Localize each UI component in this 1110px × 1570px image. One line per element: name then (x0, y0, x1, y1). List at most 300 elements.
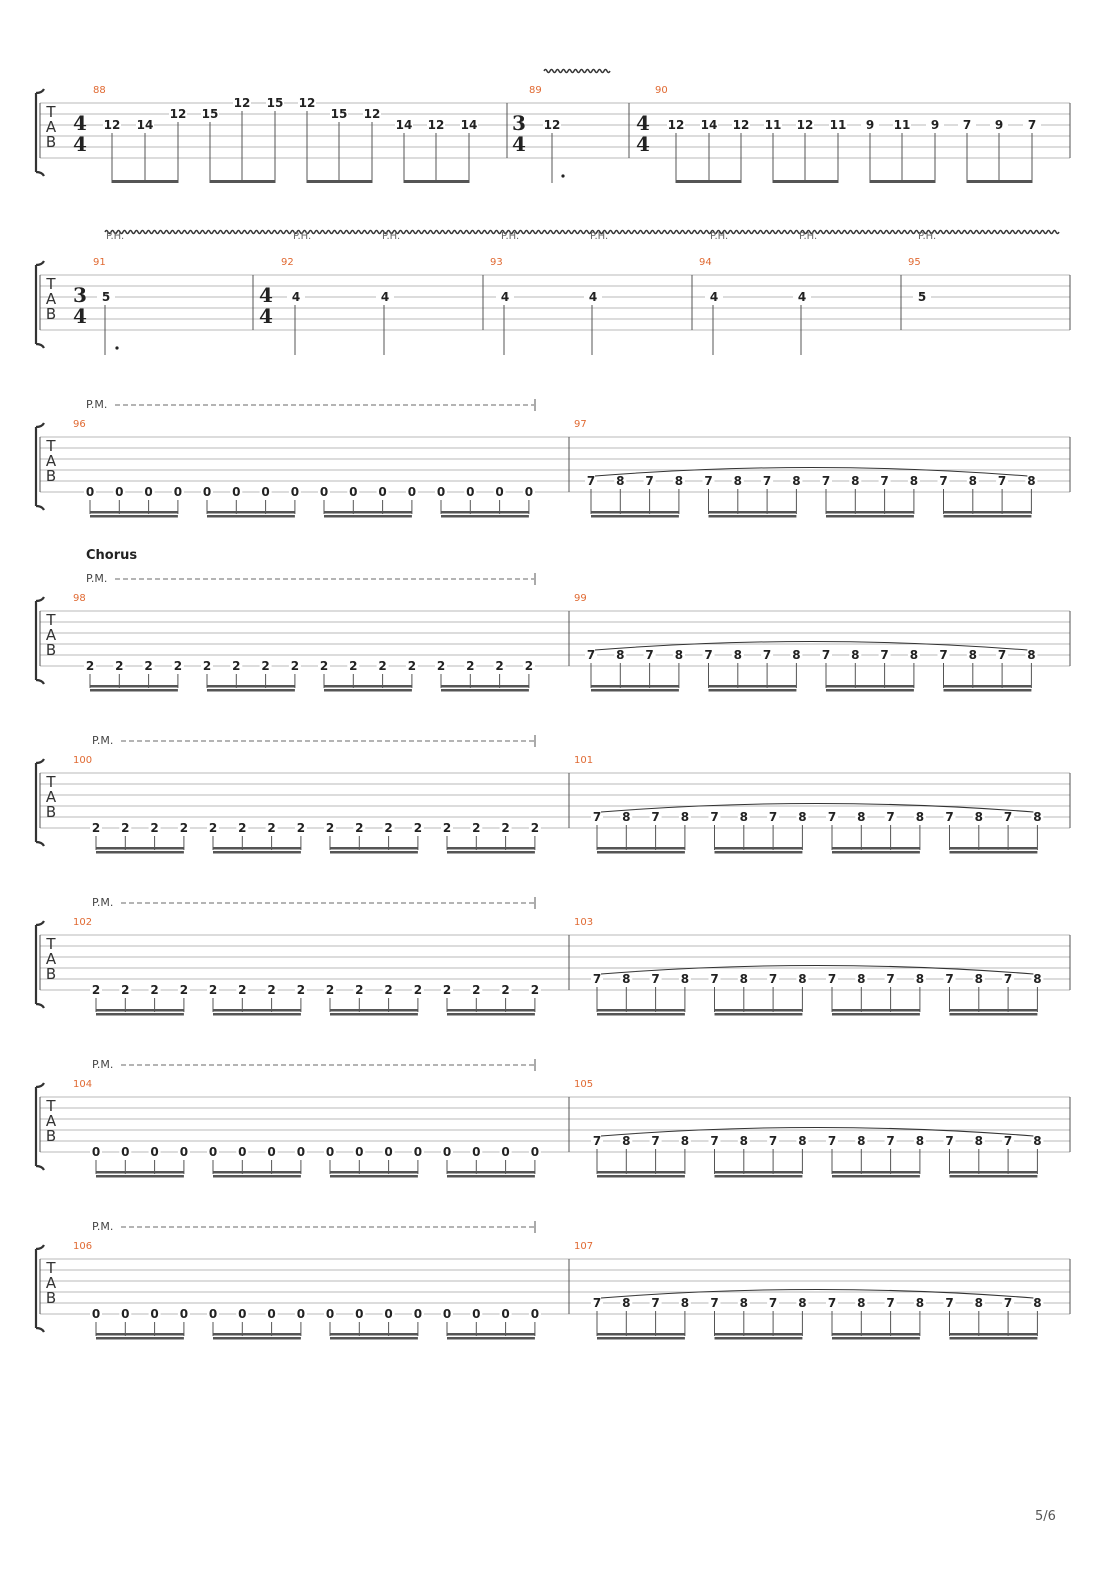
tab-note: 0 (442, 1307, 452, 1321)
tab-note: 12 (732, 118, 750, 132)
beam (950, 1175, 1038, 1178)
measure-number: 97 (574, 419, 587, 430)
tab-note: 0 (413, 1145, 423, 1159)
section-label: Chorus (86, 548, 138, 563)
measure-number: 104 (73, 1079, 93, 1090)
pinch-harmonic-label: P.H. (382, 231, 401, 242)
tab-letter: A (45, 788, 57, 806)
tab-note: 8 (674, 648, 684, 662)
tab-note: 7 (762, 648, 772, 662)
tab-note: 2 (325, 821, 335, 835)
tab-note: 2 (173, 659, 183, 673)
tab-note: 0 (85, 485, 95, 499)
tab-note: 0 (208, 1307, 218, 1321)
tab-note: 12 (233, 96, 251, 110)
beam (441, 685, 529, 688)
tab-letter: B (45, 467, 57, 485)
measure-number: 94 (699, 257, 712, 268)
tab-note: 2 (115, 659, 124, 673)
beam (207, 689, 295, 692)
time-signature-top: 3 (512, 111, 526, 135)
tab-letter: T (46, 935, 56, 953)
tab-note: 2 (407, 659, 417, 673)
measure-number: 101 (574, 755, 594, 766)
measure-number: 90 (655, 85, 668, 96)
beam (447, 1171, 535, 1174)
tab-note: 8 (616, 474, 625, 488)
tab-note: 4 (500, 290, 510, 304)
tab-note: 8 (1033, 1134, 1042, 1148)
tab-note: 0 (296, 1145, 306, 1159)
tab-note: 7 (592, 972, 602, 986)
beam (591, 511, 679, 514)
tab-note: 2 (524, 659, 534, 673)
tab-note: 9 (994, 118, 1004, 132)
tab-note: 8 (851, 474, 860, 488)
beam (90, 685, 178, 688)
tab-note: 8 (857, 972, 866, 986)
beam (715, 1337, 803, 1340)
tab-note: 0 (91, 1145, 101, 1159)
beam (950, 1009, 1038, 1012)
tab-note: 7 (710, 1296, 719, 1310)
tab-note: 7 (886, 1296, 895, 1310)
tab-note: 0 (115, 485, 124, 499)
time-signature-top: 4 (636, 111, 650, 135)
tab-system (36, 734, 1070, 854)
beam (950, 1337, 1038, 1340)
tab-note: 12 (169, 107, 187, 121)
tab-system (36, 1058, 1070, 1178)
tab-note: 14 (395, 118, 413, 132)
tab-letter: T (46, 275, 56, 293)
tab-note: 7 (592, 1296, 602, 1310)
tab-note: 7 (945, 810, 954, 824)
tab-note: 7 (651, 1296, 660, 1310)
tab-note: 2 (296, 983, 306, 997)
beam (597, 1009, 685, 1012)
beam (307, 180, 372, 183)
tab-note: 8 (915, 810, 925, 824)
tab-note: 8 (1027, 648, 1036, 662)
tab-note: 0 (121, 1145, 130, 1159)
tab-note: 7 (710, 810, 719, 824)
measure-number: 92 (281, 257, 294, 268)
tab-note: 8 (968, 648, 977, 662)
beam (96, 1337, 184, 1340)
tab-note: 8 (909, 648, 919, 662)
tab-note: 2 (384, 821, 393, 835)
tab-note: 2 (384, 983, 393, 997)
tab-note: 7 (768, 1296, 778, 1310)
tab-note: 7 (645, 474, 654, 488)
tab-note: 12 (363, 107, 381, 121)
pinch-harmonic-label: P.H. (799, 231, 818, 242)
tab-note: 2 (413, 821, 423, 835)
measure-number: 100 (73, 755, 93, 766)
beam (441, 511, 529, 514)
beam (715, 1171, 803, 1174)
beam (213, 1013, 301, 1016)
tab-note: 4 (291, 290, 301, 304)
beam (591, 689, 679, 692)
tab-letter: B (45, 305, 57, 323)
tab-note: 8 (792, 474, 801, 488)
tab-note: 2 (144, 659, 153, 673)
tab-note: 7 (645, 648, 654, 662)
tab-note: 8 (739, 972, 748, 986)
tab-note: 7 (827, 1296, 837, 1310)
tab-note: 0 (91, 1307, 101, 1321)
tab-letter: A (45, 950, 57, 968)
beam (597, 1333, 685, 1336)
tab-note: 7 (586, 648, 596, 662)
tab-note: 7 (821, 648, 831, 662)
measure-number: 93 (490, 257, 503, 268)
tab-note: 0 (501, 1307, 510, 1321)
tab-note: 0 (442, 1145, 452, 1159)
tab-note: 2 (261, 659, 270, 673)
beam (950, 1333, 1038, 1336)
tab-note: 7 (827, 810, 837, 824)
beam (944, 511, 1032, 514)
tab-note: 8 (1033, 1296, 1042, 1310)
tab-note: 0 (530, 1307, 540, 1321)
tab-note: 2 (530, 983, 540, 997)
tab-note: 0 (501, 1145, 510, 1159)
beam (447, 1009, 535, 1012)
palm-mute-label: P.M. (92, 1220, 114, 1233)
beam (709, 511, 797, 514)
measure-number: 103 (574, 917, 594, 928)
tab-note: 2 (179, 983, 189, 997)
tab-note: 11 (764, 118, 782, 132)
beam (597, 847, 685, 850)
measure-number: 102 (73, 917, 93, 928)
tab-note: 0 (530, 1145, 540, 1159)
beam (330, 1175, 418, 1178)
measure-number: 88 (93, 85, 106, 96)
tab-note: 7 (886, 972, 895, 986)
tab-note: 14 (136, 118, 154, 132)
tab-note: 7 (939, 648, 948, 662)
tab-note: 2 (267, 821, 276, 835)
beam (213, 847, 301, 850)
tab-note: 0 (413, 1307, 423, 1321)
tab-letter: T (46, 773, 56, 791)
beam (832, 1175, 920, 1178)
beam (330, 1009, 418, 1012)
tab-letter: T (46, 611, 56, 629)
tab-note: 7 (827, 1134, 837, 1148)
tab-note: 7 (651, 810, 660, 824)
tab-note: 0 (355, 1145, 364, 1159)
beam (324, 685, 412, 688)
tab-note: 0 (179, 1145, 189, 1159)
tab-note: 2 (442, 821, 452, 835)
tab-note: 4 (588, 290, 598, 304)
tab-note: 0 (355, 1307, 364, 1321)
beam (597, 1013, 685, 1016)
beam (447, 851, 535, 854)
tab-note: 7 (768, 972, 778, 986)
pinch-harmonic-label: P.H. (590, 231, 609, 242)
tab-note: 7 (651, 972, 660, 986)
beam (715, 1175, 803, 1178)
beam (967, 180, 1032, 183)
beam (324, 511, 412, 514)
tab-note: 8 (968, 474, 977, 488)
tab-note: 8 (622, 1134, 631, 1148)
tab-note: 0 (150, 1145, 159, 1159)
tab-note: 0 (232, 485, 241, 499)
tab-system (36, 70, 1070, 184)
measure-number: 107 (574, 1241, 594, 1252)
tab-note: 0 (319, 485, 329, 499)
beam (870, 180, 935, 183)
beam (441, 689, 529, 692)
time-signature-bottom: 4 (512, 132, 526, 156)
tab-note: 8 (798, 1134, 807, 1148)
page-number: 5/6 (1035, 1509, 1056, 1524)
tab-note: 7 (1003, 810, 1013, 824)
tab-letter: A (45, 290, 57, 308)
pinch-harmonic-label: P.H. (293, 231, 312, 242)
tab-note: 0 (238, 1307, 247, 1321)
tab-note: 7 (945, 1134, 954, 1148)
tab-note: 12 (427, 118, 445, 132)
tab-letter: B (45, 1127, 57, 1145)
beam (597, 1171, 685, 1174)
tab-note: 2 (121, 821, 130, 835)
tab-note: 5 (101, 290, 111, 304)
measure-number: 105 (574, 1079, 594, 1090)
tab-note: 2 (290, 659, 300, 673)
tab-note: 4 (709, 290, 719, 304)
slur-arc (601, 1290, 1033, 1299)
vibrato-mark (544, 70, 610, 73)
tab-note: 0 (325, 1307, 335, 1321)
tab-note: 14 (700, 118, 718, 132)
tab-note: 8 (622, 1296, 631, 1310)
measure-number: 98 (73, 593, 86, 604)
beam (330, 847, 418, 850)
tab-note: 2 (355, 821, 364, 835)
tab-note: 4 (380, 290, 390, 304)
time-signature-bottom: 4 (259, 304, 273, 328)
beam (447, 1013, 535, 1016)
beam (832, 1171, 920, 1174)
tab-note: 7 (886, 1134, 895, 1148)
measure-number: 99 (574, 593, 587, 604)
tab-note: 8 (1033, 810, 1042, 824)
tab-note: 8 (915, 1296, 925, 1310)
tab-note: 2 (530, 821, 540, 835)
beam (709, 515, 797, 518)
tab-note: 0 (261, 485, 270, 499)
tab-note: 7 (762, 474, 772, 488)
tab-note: 0 (472, 1145, 481, 1159)
beam (330, 1013, 418, 1016)
tab-note: 8 (739, 810, 748, 824)
tab-note: 8 (798, 810, 807, 824)
tab-note: 12 (543, 118, 561, 132)
tab-note: 0 (378, 485, 387, 499)
tab-note: 7 (592, 810, 602, 824)
tab-system (36, 398, 1070, 518)
tab-note: 9 (930, 118, 940, 132)
time-signature-bottom: 4 (73, 304, 87, 328)
beam (96, 1013, 184, 1016)
beam (715, 851, 803, 854)
beam (591, 515, 679, 518)
tab-note: 7 (821, 474, 831, 488)
palm-mute-label: P.M. (86, 398, 108, 411)
beam (826, 511, 914, 514)
beam (441, 515, 529, 518)
tab-note: 7 (592, 1134, 602, 1148)
slur-arc (595, 468, 1027, 477)
tab-note: 2 (91, 983, 101, 997)
tab-note: 2 (466, 659, 475, 673)
tab-note: 7 (1003, 1134, 1013, 1148)
beam (715, 1333, 803, 1336)
beam (96, 1171, 184, 1174)
tab-note: 0 (436, 485, 446, 499)
tab-letter: B (45, 803, 57, 821)
beam (944, 685, 1032, 688)
tab-letter: T (46, 437, 56, 455)
beam (330, 1333, 418, 1336)
tab-note: 7 (939, 474, 948, 488)
tab-note: 2 (472, 821, 481, 835)
tab-note: 7 (886, 810, 895, 824)
tab-note: 8 (857, 1134, 866, 1148)
tab-note: 0 (150, 1307, 159, 1321)
beam (773, 180, 838, 183)
tab-note: 7 (710, 1134, 719, 1148)
beam (832, 851, 920, 854)
tab-note: 8 (739, 1296, 748, 1310)
tab-note: 0 (173, 485, 183, 499)
tab-letter: T (46, 1259, 56, 1277)
pinch-harmonic-label: P.H. (710, 231, 729, 242)
tab-system (36, 548, 1070, 692)
palm-mute-label: P.M. (86, 572, 108, 585)
time-signature-bottom: 4 (636, 132, 650, 156)
tab-note: 2 (238, 983, 247, 997)
beam (330, 1171, 418, 1174)
beam (950, 1171, 1038, 1174)
beam (112, 180, 178, 183)
tab-note: 0 (466, 485, 475, 499)
tab-note: 8 (798, 972, 807, 986)
beam (96, 1175, 184, 1178)
beam (826, 689, 914, 692)
beam (597, 851, 685, 854)
tab-note: 15 (330, 107, 348, 121)
tab-letter: A (45, 118, 57, 136)
tab-note: 7 (880, 648, 889, 662)
tab-note: 2 (378, 659, 387, 673)
tab-note: 7 (997, 474, 1007, 488)
tab-note: 11 (829, 118, 847, 132)
beam (96, 847, 184, 850)
pinch-harmonic-label: P.H. (501, 231, 520, 242)
tab-note: 0 (384, 1145, 393, 1159)
beam (96, 1333, 184, 1336)
tab-note: 14 (460, 118, 478, 132)
beam (213, 1009, 301, 1012)
beam (832, 1009, 920, 1012)
beam (944, 689, 1032, 692)
tab-note: 0 (238, 1145, 247, 1159)
tab-note: 2 (349, 659, 358, 673)
tab-note: 8 (798, 1296, 807, 1310)
tab-note: 0 (144, 485, 153, 499)
tab-letter: B (45, 133, 57, 151)
time-signature-bottom: 4 (73, 132, 87, 156)
beam (90, 689, 178, 692)
tab-note: 8 (739, 1134, 748, 1148)
tab-letter: A (45, 1112, 57, 1130)
beam (207, 511, 295, 514)
beam (832, 1333, 920, 1336)
beam (213, 1337, 301, 1340)
tab-note: 0 (290, 485, 300, 499)
tab-system (36, 231, 1070, 356)
tab-note: 12 (667, 118, 685, 132)
slur-arc (595, 642, 1027, 651)
tab-letter: A (45, 1274, 57, 1292)
beam (591, 685, 679, 688)
tab-letter: A (45, 626, 57, 644)
beam (96, 1009, 184, 1012)
tab-note: 0 (384, 1307, 393, 1321)
tab-note: 8 (857, 1296, 866, 1310)
tab-note: 8 (733, 648, 742, 662)
beam (950, 1013, 1038, 1016)
beam (950, 851, 1038, 854)
tab-note: 2 (436, 659, 446, 673)
tab-note: 0 (202, 485, 212, 499)
tab-note: 7 (704, 474, 713, 488)
tab-note: 2 (208, 983, 218, 997)
measure-number: 96 (73, 419, 86, 430)
beam (832, 847, 920, 850)
tab-note: 2 (238, 821, 247, 835)
tab-note: 8 (674, 474, 684, 488)
tab-note: 2 (232, 659, 241, 673)
tab-note: 0 (179, 1307, 189, 1321)
beam (597, 1337, 685, 1340)
tab-note: 12 (103, 118, 121, 132)
beam (90, 515, 178, 518)
beam (709, 689, 797, 692)
tab-note: 2 (296, 821, 306, 835)
tab-system (36, 1220, 1070, 1340)
tab-letter: T (46, 103, 56, 121)
beam (213, 1171, 301, 1174)
tab-note: 0 (208, 1145, 218, 1159)
tab-note: 7 (962, 118, 972, 132)
tab-note: 7 (1003, 1296, 1013, 1310)
tab-note: 8 (974, 810, 983, 824)
tab-note: 9 (865, 118, 875, 132)
tab-note: 7 (945, 972, 954, 986)
tab-note: 7 (768, 810, 778, 824)
measure-number: 106 (73, 1241, 93, 1252)
